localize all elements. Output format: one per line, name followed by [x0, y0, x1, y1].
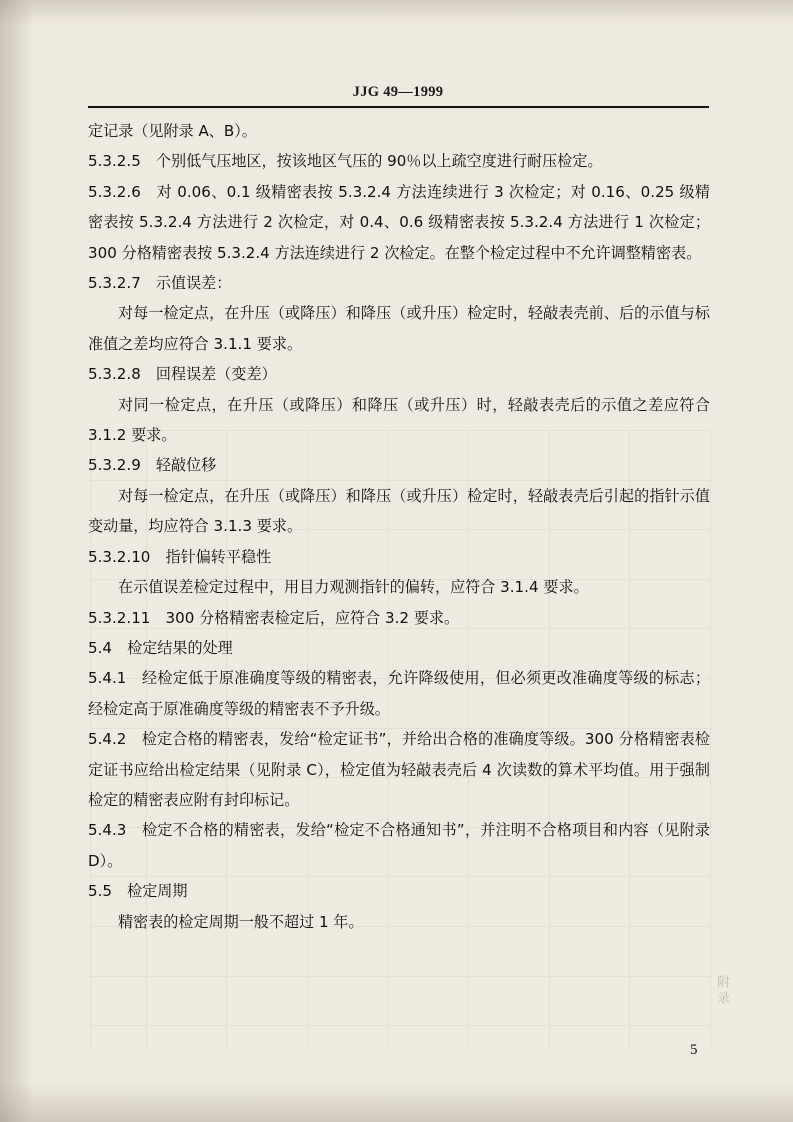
clause-5-5-body: 精密表的检定周期一般不超过 1 年。: [118, 912, 364, 931]
clause-5-4: 5.4 检定结果的处理: [88, 638, 233, 657]
clause-5-3-2-7-body: 对每一检定点，在升压（或降压）和降压（或升压）检定时，轻敲表壳前、后的示值与标准值之差均应符合 3.1.1 要求。: [88, 304, 710, 353]
clause-5-3-2-9-body: 对每一检定点，在升压（或降压）和降压（或升压）检定时，轻敲表壳后引起的指针示值变动量，均应符合 3.1.3 要求。: [88, 486, 710, 536]
clause-5-3-2-9: 5.3.2.9 轻敲位移: [88, 456, 217, 475]
side-bleed-text: 附录: [714, 975, 729, 1007]
page-number: 5: [690, 1042, 698, 1058]
clause-5-3-2-8-body: 对同一检定点，在升压（或降压）和降压（或升压）时，轻敲表壳后的示值之差应符合 3.1.2 要求。: [88, 395, 710, 445]
document-body: [88, 116, 710, 937]
clause-5-3-2-6: 5.3.2.6 对 0.06、0.1 级精密表按 5.3.2.4 方法连续进行 3 次检定；对 0.16、0.25 级精密表按 5.3.2.4 方法进行 2 次检定，对 0.4、0.6 级精密表按 5.3.2.4 方法进行 1 次检定；300 分格精密表按 5.3.2.4 方法连续进行 2 次检定。在整个检定过程中不允许调整精密表。: [88, 182, 710, 262]
clause-5-3-2-7: 5.3.2.7 示值误差：: [88, 274, 232, 293]
scan-shadow-bottom: [0, 1082, 793, 1122]
clause-5-5: 5.5 检定周期: [88, 882, 188, 901]
clause-5-3-2-5: 5.3.2.5 个别低气压地区，按该地区气压的 90％以上疏空度进行耐压检定。: [88, 152, 603, 171]
clause-5-4-1: 5.4.1 经检定低于原准确度等级的精密表，允许降级使用，但必须更改准确度等级的标志；经检定高于原准确度等级的精密表不予升级。: [88, 669, 710, 718]
clause-5-3-2-11: 5.3.2.11 300 分格精密表检定后，应符合 3.2 要求。: [88, 608, 460, 627]
clause-5-3-2-8: 5.3.2.8 回程误差（变差）: [88, 365, 277, 384]
scan-shadow-top: [0, 0, 793, 26]
clause-5-3-2-10-body: 在示值误差检定过程中，用目力观测指针的偏转，应符合 3.1.4 要求。: [118, 578, 589, 597]
clause-5-4-2: 5.4.2 检定合格的精密表，发给“检定证书”，并给出合格的准确度等级。300 分格精密表检定证书应给出检定结果（见附录 C），检定值为轻敲表壳后 4 次读数的算术平均值。用于强制检定的精密表应附有封印标记。: [88, 730, 710, 809]
clause-5-4-3: 5.4.3 检定不合格的精密表，发给“检定不合格通知书”，并注明不合格项目和内容（见附录 D）。: [88, 821, 710, 870]
page-header-standard-number: JJG 49—1999: [352, 84, 444, 100]
paragraph-continuation: 定记录（见附录 A、B）。: [88, 122, 257, 140]
header-rule: [88, 106, 709, 108]
clause-5-3-2-10: 5.3.2.10 指针偏转平稳性: [88, 547, 272, 566]
scan-shadow-left: [0, 0, 34, 1122]
